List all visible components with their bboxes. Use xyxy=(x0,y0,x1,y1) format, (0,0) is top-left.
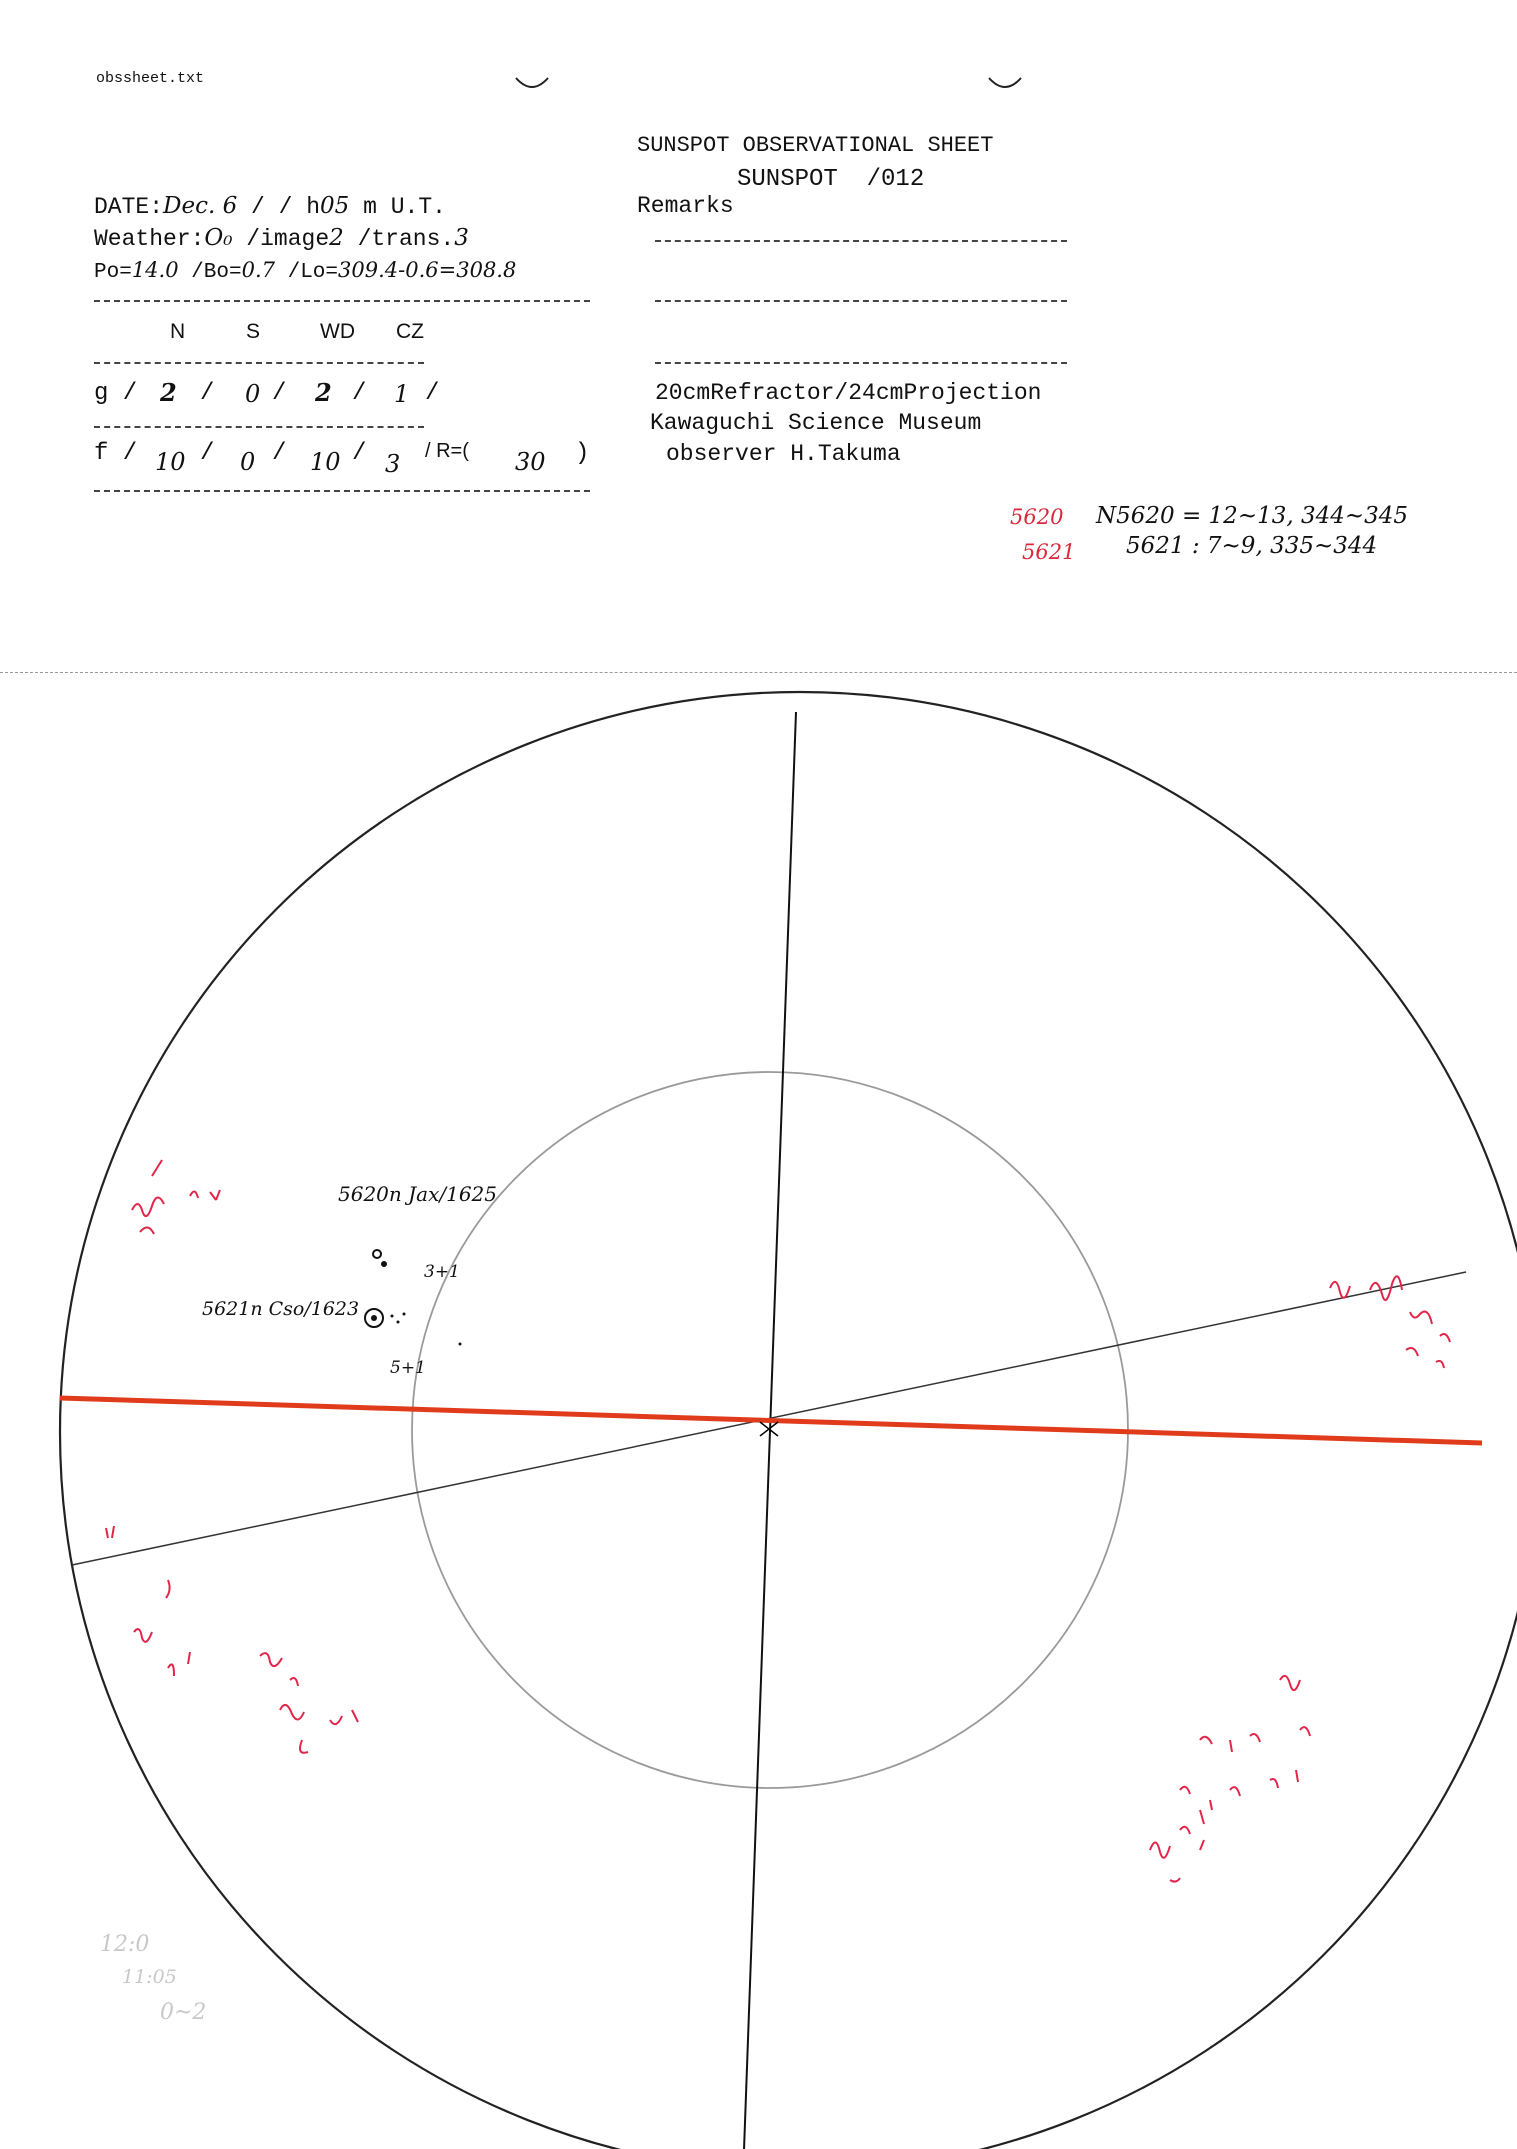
r-value: 30 xyxy=(515,448,546,476)
sunspot-group-5620 xyxy=(373,1250,387,1267)
col-wd: WD xyxy=(320,320,355,343)
weather-label: Weather: xyxy=(94,226,205,252)
f-wd: 10 xyxy=(310,448,341,476)
g-s: 0 xyxy=(245,380,261,408)
faculae-east-south xyxy=(106,1526,358,1753)
museum: Kawaguchi Science Museum xyxy=(650,410,982,436)
f-s: 0 xyxy=(240,448,256,476)
region-note-5620: N5620 = 12~13, 344~345 xyxy=(1096,503,1409,529)
f-cz: 3 xyxy=(385,450,401,478)
g-n: 2 xyxy=(160,378,177,407)
remarks-label: Remarks xyxy=(637,193,734,219)
region-tag-5621: 5621 xyxy=(1022,540,1076,564)
date-hour: h xyxy=(306,194,321,220)
trans-label: /trans. xyxy=(343,226,455,252)
g-label: g / xyxy=(94,380,138,407)
date-value: Dec. 6 xyxy=(163,193,238,219)
col-s: S xyxy=(246,320,261,343)
sunspot-group-5621 xyxy=(365,1309,462,1346)
sheet-number: SUNSPOT /012 xyxy=(737,166,925,193)
col-cz: CZ xyxy=(396,320,424,343)
spot-label-5620: 5620n Jax/1625 xyxy=(338,1182,497,1206)
spot-count-5621: 5+1 xyxy=(390,1358,426,1378)
r-label: / R=( xyxy=(425,440,469,462)
image-label: /image xyxy=(232,226,330,252)
instrument: 20cmRefractor/24cmProjection xyxy=(655,380,1042,406)
date-min: 05 xyxy=(320,193,350,219)
spot-label-5621: 5621n Cso/1623 xyxy=(202,1298,360,1320)
weather-value: O₀ xyxy=(204,225,233,251)
corner-note-line: 12:0 xyxy=(100,1932,150,1957)
po-value: 14.0 xyxy=(131,258,179,282)
col-n: N xyxy=(170,320,186,343)
spot-count-5620: 3+1 xyxy=(424,1262,460,1282)
sheet-title: SUNSPOT OBSERVATIONAL SHEET xyxy=(637,133,994,158)
bo-label: /Bo= xyxy=(178,261,242,284)
g-cz: 1 xyxy=(394,380,410,408)
date-label: DATE: xyxy=(94,194,164,220)
lo-label: /Lo= xyxy=(275,261,339,284)
f-n: 10 xyxy=(155,448,186,476)
region-tag-5620: 5620 xyxy=(1010,505,1064,529)
file-name: obssheet.txt xyxy=(96,70,205,87)
r-close: ) xyxy=(575,440,590,467)
faculae-west-south xyxy=(1150,1676,1310,1882)
bo-value: 0.7 xyxy=(241,258,275,282)
faculae-west-north xyxy=(1330,1276,1450,1368)
g-wd: 2 xyxy=(315,378,332,407)
region-note-5621: 5621 : 7~9, 335~344 xyxy=(1126,533,1378,559)
f-label: f / xyxy=(94,440,138,467)
date-suffix: m U.T. xyxy=(363,194,446,220)
observer: observer H.Takuma xyxy=(666,441,901,467)
date-sep: / / xyxy=(237,194,307,220)
po-label: Po= xyxy=(94,261,132,284)
trans-value: 3 xyxy=(454,225,469,251)
image-value: 2 xyxy=(329,225,344,251)
corner-note-line: 0~2 xyxy=(160,2000,207,2025)
g-tail: / xyxy=(425,380,440,407)
corner-note-line: 11:05 xyxy=(122,1966,177,1988)
faculae-east-north xyxy=(132,1160,220,1234)
lo-value: 309.4-0.6=308.8 xyxy=(338,258,517,282)
